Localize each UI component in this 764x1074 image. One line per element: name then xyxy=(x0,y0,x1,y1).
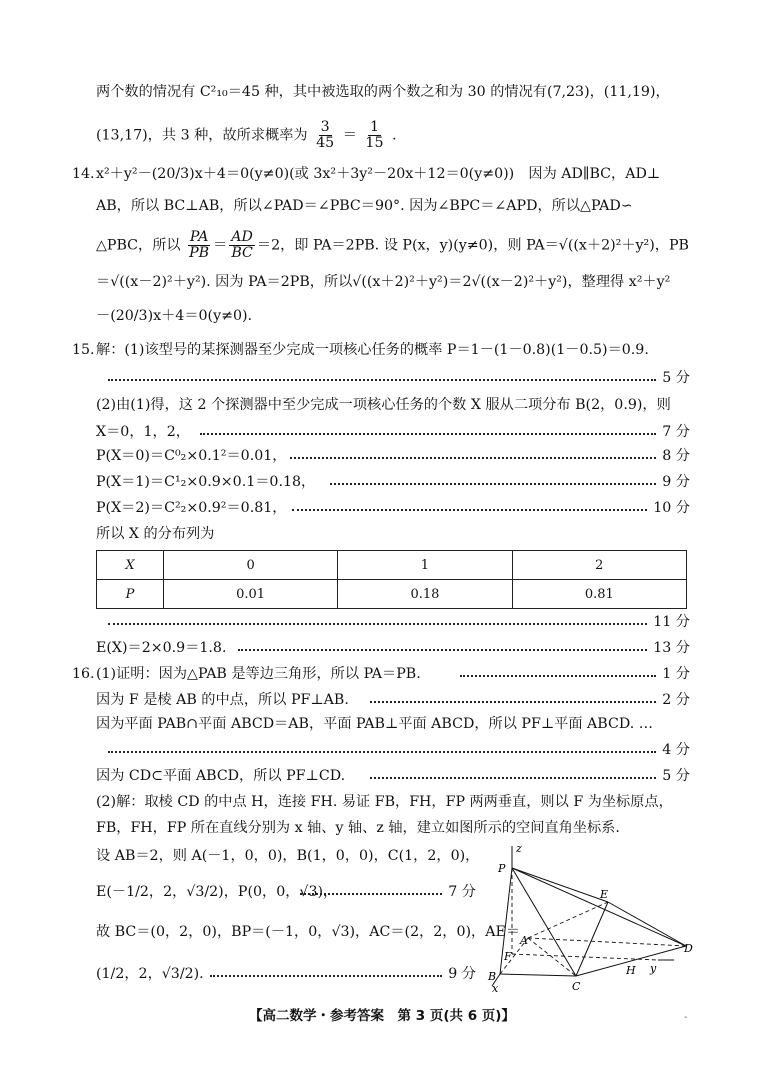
figure-label: y xyxy=(650,962,657,975)
q14-line-4: ＝√((x－2)²＋y²). 因为 PA＝2PB，所以√((x＋2)²＋y²)＝2√((x－2)²＋y²)，整理得 x²＋y² xyxy=(96,274,671,290)
table-cell: 0.18 xyxy=(338,580,512,609)
fraction-3-45: $\frac{3}{45}$ xyxy=(316,119,335,151)
q15-score-1: 5 分 xyxy=(108,368,690,388)
q15-line-1: 解：(1)该型号的某探测器至少完成一项核心任务的概率 P＝1－(1－0.8)(1－0.5)＝0.9. xyxy=(96,342,649,358)
q16-line-3: 因为平面 PAB∩平面 ABCD＝AB，平面 PAB⊥平面 ABCD，所以 PF⊥平面 ABCD. … xyxy=(96,716,653,732)
corner-mark: - xyxy=(684,1012,688,1023)
q16-line-1: (1)证明：因为△PAB 是等边三角形，所以 PA＝PB. xyxy=(96,666,421,682)
q16-line-4: 因为 CD⊂平面 ABCD，所以 PF⊥CD. xyxy=(96,768,346,784)
table-row xyxy=(97,580,687,609)
continuation-line-1: 两个数的情况有 C²₁₀＝45 种，其中被选取的两个数之和为 30 的情况有(7,23)，(11,19)， xyxy=(96,84,670,100)
q15-score-4: 9 分 xyxy=(330,472,690,492)
page-footer: 【高二数学・参考答案 第 3 页(共 6 页)】 xyxy=(249,1008,515,1024)
q15-line-7: 所以 X 的分布列为 xyxy=(96,526,215,542)
q16-line-5: (2)解：取棱 CD 的中点 H，连接 FH. 易证 FB，FH，FP 两两垂直，则以 F 为坐标原点， xyxy=(96,794,673,810)
q15-line-6: P(X＝2)＝C²₂×0.9²＝0.81， xyxy=(96,500,287,516)
q15-line-8: E(X)＝2×0.9＝1.8. xyxy=(96,640,227,656)
table-row xyxy=(97,551,687,580)
table-cell: P xyxy=(97,580,164,609)
figure-label: x xyxy=(492,982,499,992)
figure-label: H xyxy=(626,964,636,977)
table-cell: 1 xyxy=(338,551,512,580)
q16-score-3: 4 分 xyxy=(108,740,690,760)
q16-score-4: 5 分 xyxy=(370,766,690,786)
q16-number: 16. xyxy=(72,666,95,682)
q16-line-10: (1/2，2，√3/2). xyxy=(96,966,204,982)
table-cell: 0 xyxy=(163,551,337,580)
q16-score-5: 7 分 xyxy=(300,882,476,902)
q15-line-2: (2)由(1)得，这 2 个探测器中至少完成一项核心任务的个数 X 服从二项分布 B(2，0.9)，则 xyxy=(96,397,671,413)
fraction-ad-bc: $\frac{AD}{BC}$ xyxy=(231,229,253,261)
q14-line-3: △PBC，所以 $\frac{PA}{PB}$ ＝ $\frac{AD}{BC}$ ＝2，即 PA＝2PB. 设 P(x，y)(y≠0)，则 PA＝√((x＋2)²＋y²)，PB xyxy=(96,229,689,261)
q15-score-6: 11 分 xyxy=(108,612,690,632)
figure-label: D xyxy=(684,942,693,955)
q16-line-7: 设 AB＝2，则 A(－1，0，0)，B(1，0，0)，C(1，2，0)， xyxy=(96,848,480,864)
q14-line-5: －(20/3)x＋4＝0(y≠0). xyxy=(96,308,253,324)
fraction-1-15: $\frac{1}{15}$ xyxy=(365,119,384,151)
table-cell: X xyxy=(97,551,164,580)
q15-line-4: P(X＝0)＝C⁰₂×0.1²＝0.01， xyxy=(96,448,287,464)
q15-line-3: X＝0，1，2， xyxy=(96,424,190,440)
figure-label: C xyxy=(572,980,581,992)
q15-number: 15. xyxy=(72,342,95,358)
fraction-pa-pb: $\frac{PA}{PB}$ xyxy=(189,229,210,261)
distribution-table xyxy=(96,550,687,609)
figure-label: A xyxy=(520,934,528,947)
figure-label: z xyxy=(516,842,522,855)
q15-score-7: 13 分 xyxy=(238,638,690,658)
q16-line-9: 故 BC＝(0，2，0)，BP＝(－1，0，√3)，AC＝(2，2，0)，AE＝ xyxy=(96,924,521,940)
table-cell: 0.01 xyxy=(163,580,337,609)
figure-label: E xyxy=(600,888,609,901)
table-cell: 2 xyxy=(512,551,686,580)
q15-score-5: 10 分 xyxy=(292,498,690,518)
q16-score-6: 9 分 xyxy=(210,964,476,984)
figure-label: F xyxy=(504,950,512,963)
q16-line-6: FB，FH，FP 所在直线分别为 x 轴、y 轴、z 轴，建立如图所示的空间直角坐标系. xyxy=(96,820,620,836)
q16-score-2: 2 分 xyxy=(370,690,690,710)
continuation-line-2: (13,17)，共 3 种，故所求概率为 $\frac{3}{45}$ ＝ $\frac{1}{15}$ . xyxy=(96,119,397,151)
q14-line-1: x²＋y²－(20/3)x＋4＝0(y≠0)(或 3x²＋3y²－20x＋12＝0(y≠0)) 因为 AD∥BC，AD⊥ xyxy=(96,166,661,182)
q16-line-8: E(－1/2，2，√3/2)，P(0，0，√3)， xyxy=(96,884,338,900)
q16-line-2: 因为 F 是棱 AB 的中点，所以 PF⊥AB. xyxy=(96,692,349,708)
q15-score-3: 8 分 xyxy=(290,446,690,466)
figure-label: B xyxy=(488,970,497,983)
q16-score-1: 1 分 xyxy=(460,664,690,684)
q14-number: 14. xyxy=(72,166,95,182)
q14-line-2: AB，所以 BC⊥AB，所以∠PAD＝∠PBC＝90°. 因为∠BPC＝∠APD，所以△PAD∽ xyxy=(96,198,633,214)
pyramid-figure xyxy=(478,842,698,992)
q15-score-2: 7 分 xyxy=(200,422,690,442)
q15-line-5: P(X＝1)＝C¹₂×0.9×0.1＝0.18， xyxy=(96,474,316,490)
table-cell: 0.81 xyxy=(512,580,686,609)
figure-label: P xyxy=(498,862,506,875)
